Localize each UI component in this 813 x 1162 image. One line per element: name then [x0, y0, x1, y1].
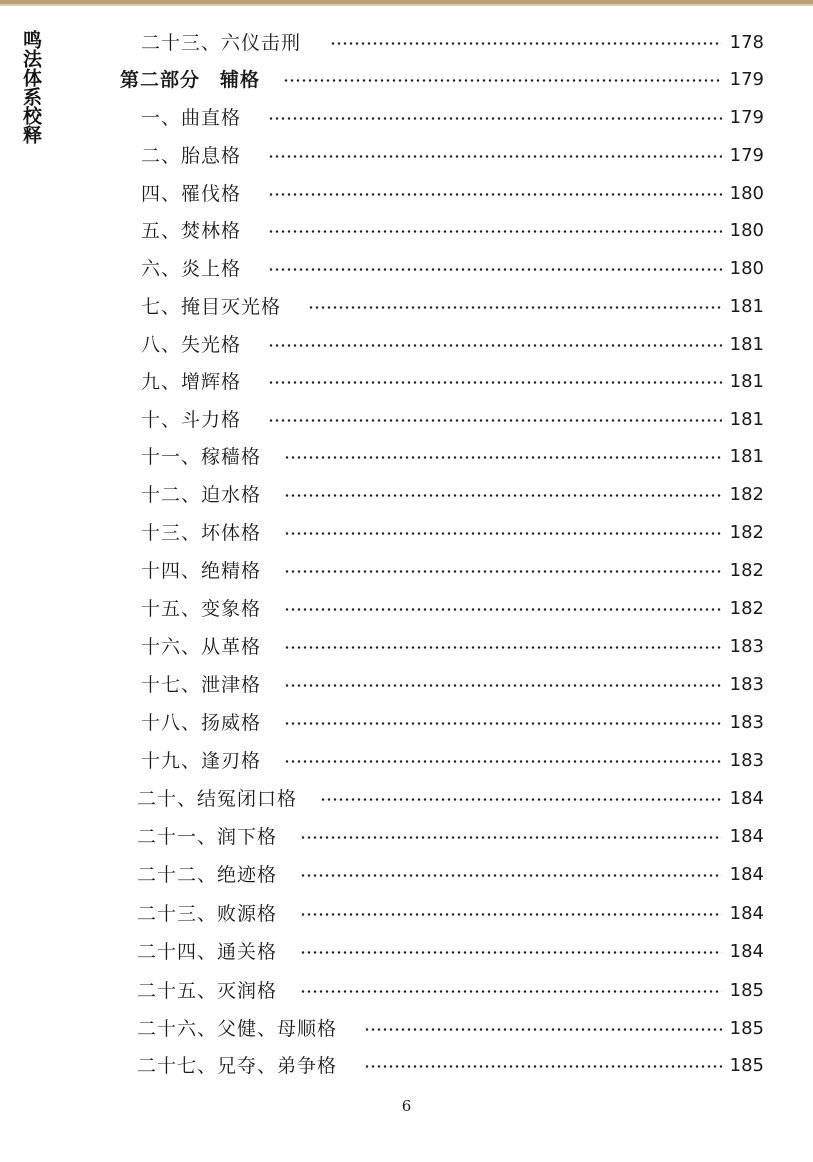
toc-entry-title: 十三、坏体格: [141, 522, 262, 544]
toc-page-number: 178: [729, 32, 764, 53]
toc-page-number: 181: [729, 409, 764, 430]
toc-entry-title: 二十一、润下格: [137, 826, 278, 848]
toc-entry-title: 十七、泄津格: [141, 674, 262, 696]
toc-page-number: 182: [729, 484, 764, 505]
toc-page-number: 183: [729, 636, 764, 657]
toc-entry[interactable]: [0, 367, 813, 397]
toc-entry-title: 十八、扬威格: [141, 712, 262, 734]
toc-leader-dots: [300, 874, 722, 877]
toc-part-heading[interactable]: [0, 65, 813, 95]
toc-entry[interactable]: [0, 708, 813, 738]
toc-entry[interactable]: [0, 937, 813, 967]
toc-entry[interactable]: [0, 632, 813, 662]
toc-page-number: 179: [729, 69, 764, 90]
toc-entry[interactable]: [0, 141, 813, 171]
toc-entry-title: 十、斗力格: [141, 409, 242, 431]
toc-leader-dots: [268, 155, 722, 158]
toc-leader-dots: [300, 951, 722, 954]
toc-page-number: 182: [729, 522, 764, 543]
toc-page-number: 181: [729, 296, 764, 317]
toc-page-number: 183: [729, 712, 764, 733]
toc-leader-dots: [284, 684, 722, 687]
toc-entry[interactable]: [0, 28, 813, 58]
toc-leader-dots: [300, 836, 722, 839]
toc-entry[interactable]: [0, 480, 813, 510]
toc-leader-dots: [364, 1028, 722, 1031]
toc-page-number: 185: [729, 980, 764, 1001]
toc-entry-title: 二十七、兄夺、弟争格: [137, 1055, 338, 1077]
toc-entry[interactable]: [0, 254, 813, 284]
toc-page-number: 183: [729, 674, 764, 695]
toc-leader-dots: [300, 913, 722, 916]
toc-entry[interactable]: [0, 976, 813, 1006]
toc-leader-dots: [268, 344, 722, 347]
toc-entry[interactable]: [0, 405, 813, 435]
toc-entry-title: 十一、稼穑格: [141, 446, 262, 468]
toc-leader-dots: [364, 1065, 722, 1068]
toc-entry-title: 七、掩目灭光格: [141, 296, 282, 318]
toc-entry[interactable]: [0, 442, 813, 472]
toc-page-number: 179: [729, 145, 764, 166]
toc-entry-title: 二十六、父健、母顺格: [137, 1018, 338, 1040]
toc-page-number: 179: [729, 107, 764, 128]
toc-entry-title: 二十二、绝迹格: [137, 864, 278, 886]
toc-leader-dots: [268, 419, 722, 422]
toc-entry[interactable]: [0, 556, 813, 586]
toc-page-number: 182: [729, 560, 764, 581]
running-title: 鸣法体系校释: [20, 30, 42, 144]
toc-entry-title: 一、曲直格: [141, 107, 242, 129]
toc-entry-title: 二十三、六仪击刑: [141, 32, 302, 54]
toc-entry-title: 十四、绝精格: [141, 560, 262, 582]
toc-leader-dots: [284, 646, 722, 649]
toc-entry[interactable]: [0, 1014, 813, 1044]
toc-page-number: 185: [729, 1018, 764, 1039]
toc-leader-dots: [284, 760, 722, 763]
toc-entry[interactable]: [0, 899, 813, 929]
toc-leader-dots: [268, 230, 722, 233]
toc-page-number: 180: [729, 258, 764, 279]
toc-page-number: 184: [729, 903, 764, 924]
toc-entry[interactable]: [0, 103, 813, 133]
toc-entry[interactable]: [0, 746, 813, 776]
toc-entry-title: 九、增辉格: [141, 371, 242, 393]
toc-entry[interactable]: [0, 518, 813, 548]
toc-page-number: 181: [729, 334, 764, 355]
toc-entry[interactable]: [0, 292, 813, 322]
toc-entry[interactable]: [0, 784, 813, 814]
toc-leader-dots: [284, 456, 722, 459]
toc-entry[interactable]: [0, 179, 813, 209]
toc-entry-title: 二十、结冤闭口格: [137, 788, 298, 810]
toc-leader-dots: [284, 570, 722, 573]
toc-page-number: 182: [729, 598, 764, 619]
toc-leader-dots: [320, 798, 722, 801]
toc-entry-title: 十六、从革格: [141, 636, 262, 658]
toc-entry-title: 十九、逢刃格: [141, 750, 262, 772]
toc-entry[interactable]: [0, 1051, 813, 1081]
toc-leader-dots: [268, 117, 722, 120]
toc-page-number: 180: [729, 220, 764, 241]
toc-entry-title: 四、罹伐格: [141, 183, 242, 205]
toc-entry[interactable]: [0, 594, 813, 624]
toc-page-number: 185: [729, 1055, 764, 1076]
toc-entry[interactable]: [0, 670, 813, 700]
toc-entry-title: 二十四、通关格: [137, 941, 278, 963]
toc-page-number: 181: [729, 446, 764, 467]
toc-entry[interactable]: [0, 216, 813, 246]
toc-entry[interactable]: [0, 860, 813, 890]
toc-leader-dots: [284, 608, 722, 611]
toc-leader-dots: [268, 268, 722, 271]
toc-entry[interactable]: [0, 330, 813, 360]
toc-leader-dots: [268, 381, 722, 384]
toc-leader-dots: [308, 306, 722, 309]
toc-leader-dots: [330, 42, 722, 45]
toc-entry-title: 八、失光格: [141, 334, 242, 356]
toc-entry-title: 六、炎上格: [141, 258, 242, 280]
toc-leader-dots: [300, 990, 722, 993]
toc-page-number: 184: [729, 864, 764, 885]
toc-entry-title: 二十五、灭润格: [137, 980, 278, 1002]
toc-page-number: 184: [729, 941, 764, 962]
toc-leader-dots: [284, 532, 722, 535]
toc-page-number: 180: [729, 183, 764, 204]
toc-entry[interactable]: [0, 822, 813, 852]
toc-leader-dots: [283, 79, 722, 82]
toc-page-number: 184: [729, 788, 764, 809]
toc-page-number: 183: [729, 750, 764, 771]
toc-entry-title: 十二、迫水格: [141, 484, 262, 506]
toc-entry-title: 二十三、败源格: [137, 903, 278, 925]
toc-page-number: 184: [729, 826, 764, 847]
toc-entry-title: 十五、变象格: [141, 598, 262, 620]
toc-leader-dots: [284, 722, 722, 725]
toc-page-number: 181: [729, 371, 764, 392]
toc-leader-dots: [284, 494, 722, 497]
toc-entry-title: 第二部分 辅格: [120, 69, 261, 91]
toc-leader-dots: [268, 193, 722, 196]
toc-entry-title: 二、胎息格: [141, 145, 242, 167]
page-number: 6: [401, 1097, 412, 1115]
toc-entry-title: 五、焚林格: [141, 220, 242, 242]
